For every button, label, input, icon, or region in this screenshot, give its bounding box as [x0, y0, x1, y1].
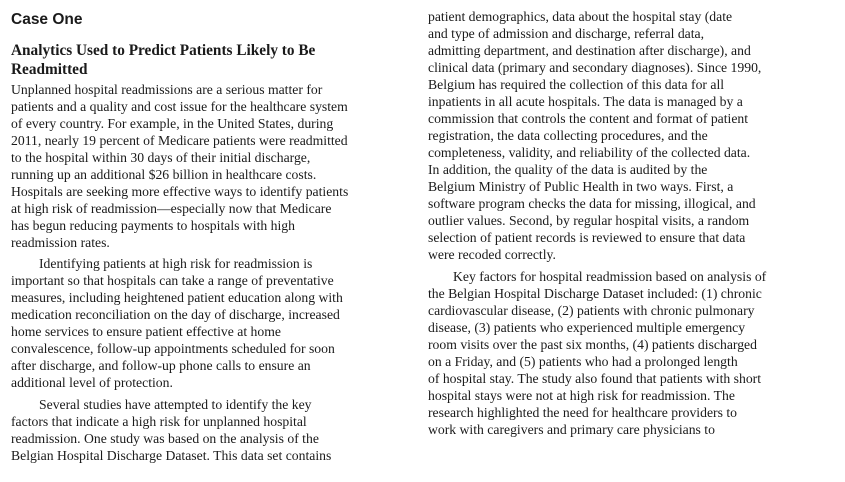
- text-line: and type of admission and discharge, referral data,: [428, 26, 705, 41]
- text-line: research highlighted the need for healthcare providers to: [428, 405, 737, 420]
- text-line: the Belgian Hospital Discharge Dataset included: (1) chronic: [428, 286, 762, 301]
- text-line: Identifying patients at high risk for readmission is: [39, 256, 313, 271]
- section-title: [11, 42, 411, 79]
- text-line: convalescence, follow-up appointments scheduled for soon: [11, 341, 335, 356]
- case-label: Case One: [11, 11, 83, 28]
- text-line: work with caregivers and primary care physicians to: [428, 422, 715, 437]
- text-line: Key factors for hospital readmission based on analysis of: [453, 269, 767, 284]
- text-line: running up an additional $26 billion in healthcare costs.: [11, 167, 317, 182]
- text-line: commission that controls the content and format of patient: [428, 111, 749, 126]
- text-line: cardiovascular disease, (2) patients with chronic pulmonary: [428, 303, 755, 318]
- text-line: has begun reducing payments to hospitals with high: [11, 218, 295, 233]
- text-line: readmission rates.: [11, 235, 110, 250]
- text-line: outlier values. Second, by regular hospital visits, a random: [428, 213, 750, 228]
- text-line: home services to ensure patient effective at home: [11, 324, 281, 339]
- text-line: Unplanned hospital readmissions are a serious matter for: [11, 82, 323, 97]
- text-line: on a Friday, and (5) patients who had a prolonged length: [428, 354, 738, 369]
- text-line: Hospitals are seeking more effective ways to identify patients: [11, 184, 349, 199]
- text-line: were recoded correctly.: [428, 247, 556, 262]
- text-line: readmission. One study was based on the analysis of the: [11, 431, 319, 446]
- text-line: clinical data (primary and secondary diagnoses). Since 1990,: [428, 60, 762, 75]
- text-line: Belgium Ministry of Public Health in two ways. First, a: [428, 179, 734, 194]
- text-line: patients and a quality and cost issue for the healthcare system: [11, 99, 348, 114]
- text-line: patient demographics, data about the hospital stay (date: [428, 9, 733, 24]
- text-line: Belgian Hospital Discharge Dataset. This data set contains: [11, 448, 332, 463]
- text-line: important so that hospitals can take a range of preventative: [11, 273, 334, 288]
- text-line: selection of patient records is reviewed to ensure that data: [428, 230, 746, 245]
- text-line: medication reconciliation on the day of discharge, increased: [11, 307, 340, 322]
- text-line: of every country. For example, in the United States, during: [11, 116, 334, 131]
- text-line: to the hospital within 30 days of their initial discharge,: [11, 150, 311, 165]
- text-line: registration, the data collecting procedures, and the: [428, 128, 708, 143]
- section-title-line: Analytics Used to Predict Patients Likely to Be: [11, 42, 316, 59]
- text-line: inpatients in all acute hospitals. The data is managed by a: [428, 94, 743, 109]
- text-line: room visits over the past six months, (4) patients discharged: [428, 337, 757, 352]
- text-line: factors that indicate a high risk for unplanned hospital: [11, 414, 307, 429]
- text-line: additional level of protection.: [11, 375, 173, 390]
- text-line: after discharge, and follow-up phone calls to ensure an: [11, 358, 311, 373]
- text-line: In addition, the quality of the data is audited by the: [428, 162, 708, 177]
- text-line: completeness, validity, and reliability of the collected data.: [428, 145, 751, 160]
- text-line: Several studies have attempted to identify the key: [39, 397, 312, 412]
- text-line: of hospital stay. The study also found that patients with short: [428, 371, 762, 386]
- section-title-line: Readmitted: [11, 60, 88, 78]
- text-line: measures, including heightened patient education along with: [11, 290, 343, 305]
- text-line: Belgium has required the collection of this data for all: [428, 77, 725, 92]
- text-line: at high risk of readmission—especially now that Medicare: [11, 201, 332, 216]
- text-line: 2011, nearly 19 percent of Medicare patients were readmitted: [11, 133, 348, 148]
- text-line: software program checks the data for missing, illogical, and: [428, 196, 756, 211]
- text-line: admitting department, and destination after discharge), and: [428, 43, 751, 58]
- text-line: disease, (3) patients who experienced multiple emergency: [428, 320, 746, 335]
- text-line: hospital stays were not at high risk for readmission. The: [428, 388, 735, 403]
